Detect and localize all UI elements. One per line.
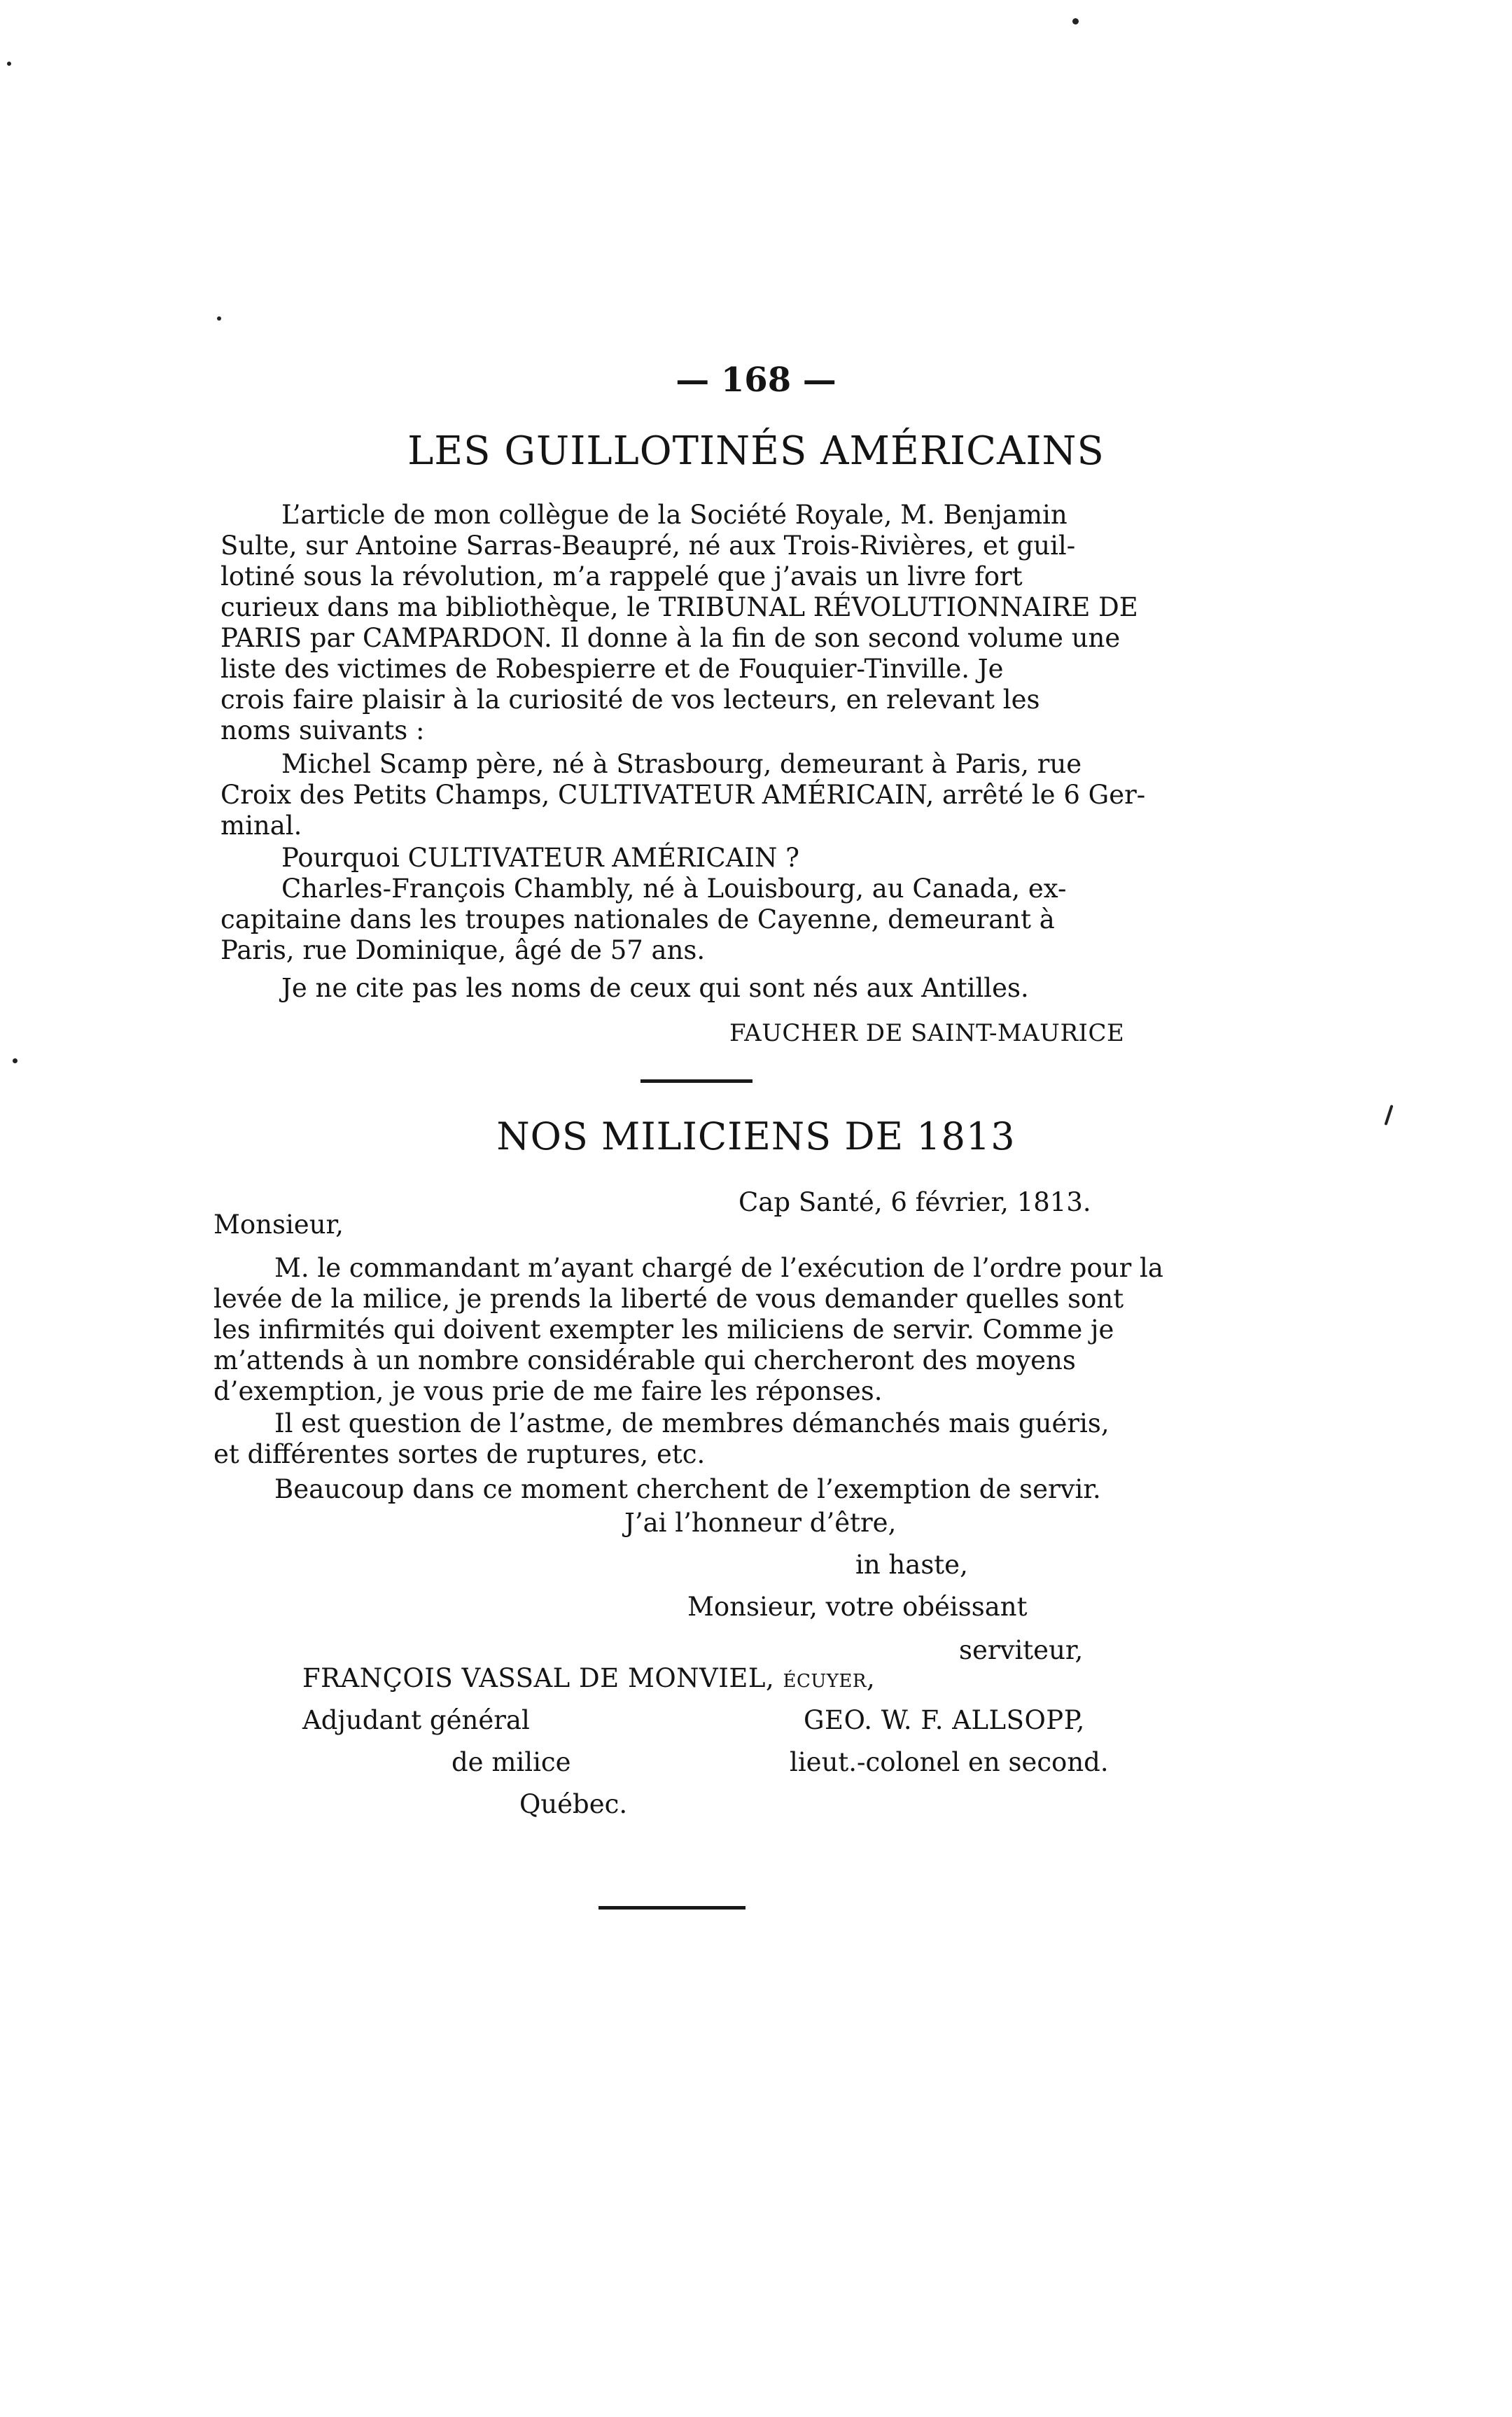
body-line: d’exemption, je vous prie de me faire les réponses. (214, 1376, 883, 1406)
sender-name-right: GEO. W. F. ALLSOPP, (804, 1705, 1085, 1735)
section-divider (640, 1079, 752, 1083)
sender-place: Québec. (519, 1789, 628, 1819)
sender-role-left: Adjudant général (302, 1705, 530, 1735)
article-title: LES GUILLOTINÉS AMÉRICAINS (407, 428, 1105, 474)
body-line: crois faire plaisir à la curiosité de vos lecteurs, en relevant les (220, 685, 1040, 715)
closing-line: in haste, (855, 1550, 968, 1580)
body-line: Croix des Petits Champs, CULTIVATEUR AMÉRICAIN, arrêté le 6 Ger- (220, 780, 1146, 810)
section-divider (598, 1906, 746, 1910)
body-line: Pourquoi CULTIVATEUR AMÉRICAIN ? (281, 843, 800, 873)
body-line: lotiné sous la révolution, m’a rappelé que j’avais un livre fort (220, 561, 1023, 591)
body-line: noms suivants : (220, 715, 425, 745)
body-line: Charles-François Chambly, né à Louisbourg, au Canada, ex- (281, 874, 1067, 904)
body-line: capitaine dans les troupes nationales de Cayenne, demeurant à (220, 904, 1055, 934)
article-title: NOS MILICIENS DE 1813 (496, 1114, 1016, 1158)
salutation: Monsieur, (214, 1210, 344, 1240)
body-line: minal. (220, 811, 302, 841)
body-line: m’attends à un nombre considérable qui chercheront des moyens (214, 1345, 1076, 1375)
body-line: les infirmités qui doivent exempter les miliciens de servir. Comme je (214, 1315, 1114, 1345)
sender-role-left: de milice (451, 1747, 571, 1777)
dateline: Cap Santé, 6 février, 1813. (738, 1187, 1091, 1217)
body-line: curieux dans ma bibliothèque, le TRIBUNAL RÉVOLUTIONNAIRE DE (220, 592, 1138, 622)
body-line: Beaucoup dans ce moment cherchent de l’exemption de servir. (274, 1474, 1101, 1504)
body-line: Paris, rue Dominique, âgé de 57 ans. (220, 935, 706, 965)
scan-speck (13, 1058, 18, 1063)
closing-line: Monsieur, votre obéissant (687, 1592, 1028, 1622)
body-line: et différentes sortes de ruptures, etc. (214, 1439, 706, 1469)
body-line: M. le commandant m’ayant chargé de l’exécution de l’ordre pour la (274, 1253, 1163, 1283)
sender-role-right: lieut.-colonel en second. (790, 1747, 1109, 1777)
closing-line: J’ai l’honneur d’être, (624, 1508, 897, 1538)
sender-name-left: FRANÇOIS VASSAL DE MONVIEL, écuyer, (302, 1663, 876, 1693)
author-signature: FAUCHER DE SAINT-MAURICE (729, 1019, 1125, 1047)
body-line: L’article de mon collègue de la Société Royale, M. Benjamin (281, 500, 1068, 530)
body-line: levée de la milice, je prends la liberté de vous demander quelles sont (214, 1284, 1124, 1314)
body-line: liste des victimes de Robespierre et de Fouquier-Tinville. Je (220, 654, 1004, 684)
body-line: Il est question de l’astme, de membres démanchés mais guéris, (274, 1408, 1110, 1438)
closing-line: serviteur, (959, 1635, 1084, 1665)
scan-speck (7, 62, 11, 66)
scan-speck (1072, 18, 1079, 24)
body-line: PARIS par CAMPARDON. Il donne à la fin de son second volume une (220, 623, 1121, 653)
page-number: — 168 — (676, 360, 836, 400)
body-line: Je ne cite pas les noms de ceux qui sont nés aux Antilles. (281, 973, 1029, 1003)
body-line: Michel Scamp père, né à Strasbourg, demeurant à Paris, rue (281, 749, 1082, 779)
body-line: Sulte, sur Antoine Sarras-Beaupré, né aux Trois-Rivières, et guil- (220, 531, 1076, 561)
scan-speck (217, 316, 221, 321)
